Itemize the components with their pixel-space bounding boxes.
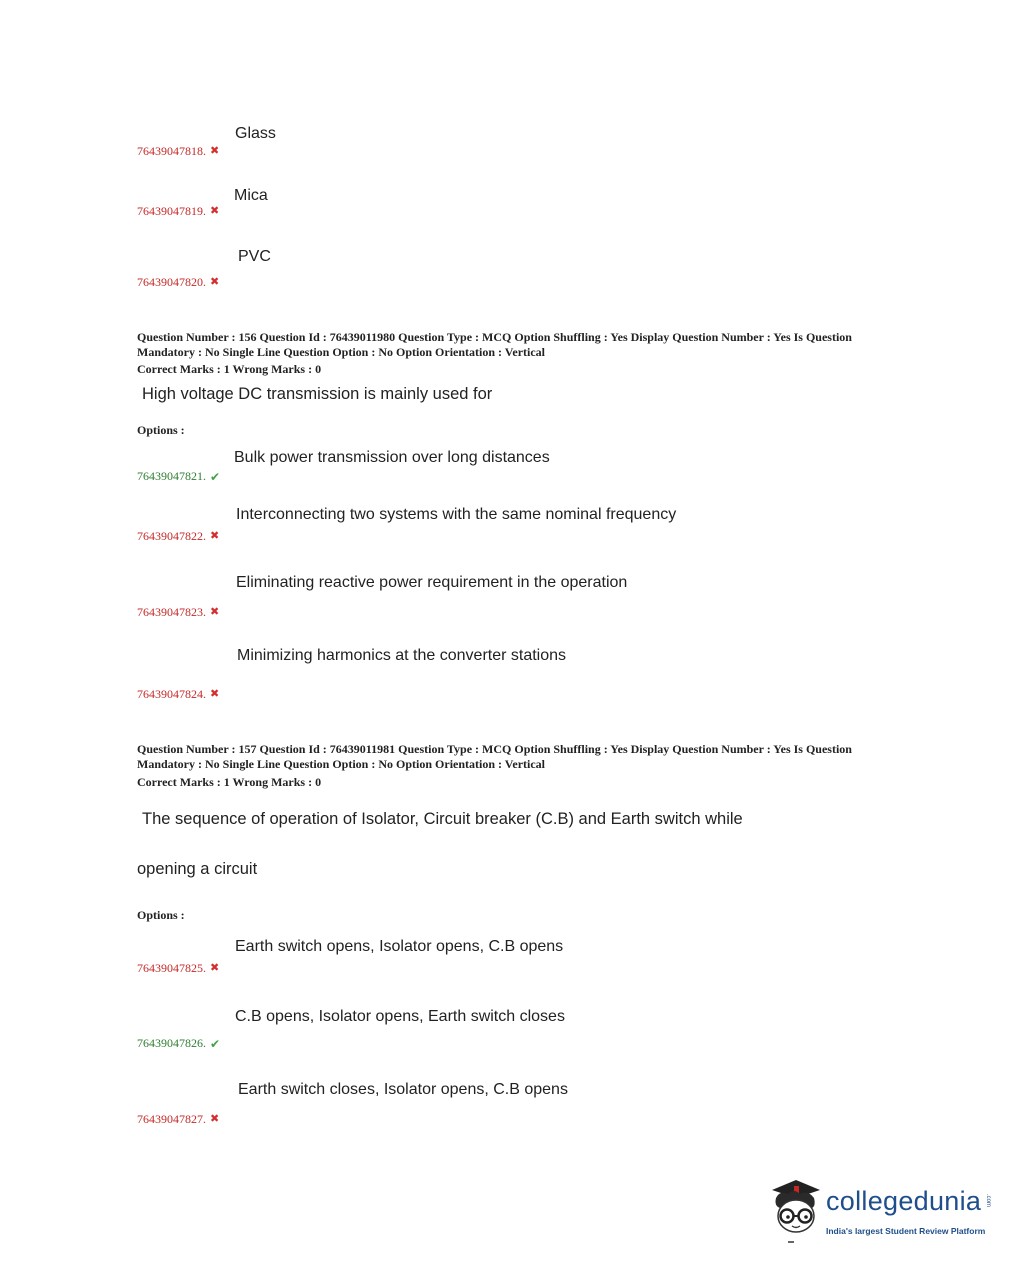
option-id [137, 687, 219, 702]
logo-tagline: India's largest Student Review Platform [826, 1226, 986, 1236]
wrong-mark-icon: ✖ [210, 1113, 220, 1125]
option-id-number: 76439047825. [137, 961, 206, 975]
option-text: Minimizing harmonics at the converter stations [237, 647, 567, 664]
options-label: Options : [137, 908, 185, 922]
option-text: C.B opens, Isolator opens, Earth switch closes [235, 1008, 565, 1025]
option-id [137, 275, 219, 290]
question-marks: Correct Marks : 1 Wrong Marks : 0 [137, 362, 322, 376]
question-text: High voltage DC transmission is mainly used for [142, 385, 493, 403]
question-marks: Correct Marks : 1 Wrong Marks : 0 [137, 775, 322, 789]
option-id [137, 144, 219, 159]
option-text: Eliminating reactive power requirement in the operation [236, 574, 628, 591]
option-id-number: 76439047819. [137, 204, 206, 218]
option-id-number: 76439047822. [137, 529, 206, 543]
option-id [137, 961, 219, 976]
wrong-mark-icon: ✖ [210, 530, 220, 542]
option-text: Earth switch opens, Isolator opens, C.B opens [235, 938, 564, 955]
question-meta: Question Number : 156 Question Id : 76439011980 Question Type : MCQ Option Shuffling : Yes Display Question Number : Yes Is Question Mandatory : No Single Line Question Option : No Option Orientation : Vertical [137, 330, 852, 359]
option-id [137, 1036, 220, 1051]
question-text-continued: opening a circuit [137, 860, 258, 878]
option-id-number: 76439047826. [137, 1036, 206, 1050]
option-id-number: 76439047818. [137, 144, 206, 158]
option-id-number: 76439047827. [137, 1112, 206, 1126]
option-id [137, 605, 219, 620]
wrong-mark-icon: ✖ [210, 962, 220, 974]
student-mascot-icon [766, 1176, 826, 1248]
option-text: Interconnecting two systems with the same nominal frequency [236, 506, 677, 523]
option-id-number: 76439047821. [137, 469, 206, 483]
question-text: The sequence of operation of Isolator, Circuit breaker (C.B) and Earth switch while [142, 810, 743, 828]
option-id-number: 76439047824. [137, 687, 206, 701]
option-text: Bulk power transmission over long distances [234, 449, 550, 466]
option-id [137, 529, 219, 544]
logo-wordmark: collegedunia [826, 1186, 982, 1216]
correct-check-icon: ✔ [210, 469, 221, 484]
option-id [137, 469, 220, 484]
option-text: Mica [234, 187, 268, 204]
option-text: PVC [238, 248, 271, 265]
wrong-mark-icon: ✖ [210, 606, 220, 618]
option-id-number: 76439047823. [137, 605, 206, 619]
wrong-mark-icon: ✖ [210, 205, 220, 217]
option-id [137, 204, 219, 219]
options-label: Options : [137, 423, 185, 437]
option-id-number: 76439047820. [137, 275, 206, 289]
wrong-mark-icon: ✖ [210, 276, 220, 288]
wrong-mark-icon: ✖ [210, 688, 220, 700]
collegedunia-logo [766, 1176, 996, 1256]
logo-com: .com [985, 1194, 991, 1208]
option-text: Earth switch closes, Isolator opens, C.B opens [238, 1081, 568, 1098]
wrong-mark-icon: ✖ [210, 145, 220, 157]
option-id [137, 1112, 219, 1127]
option-text: Glass [235, 125, 276, 142]
correct-check-icon: ✔ [210, 1036, 221, 1051]
question-meta: Question Number : 157 Question Id : 76439011981 Question Type : MCQ Option Shuffling : Yes Display Question Number : Yes Is Question Mandatory : No Single Line Question Option : No Option Orientation : Vertical [137, 742, 852, 771]
